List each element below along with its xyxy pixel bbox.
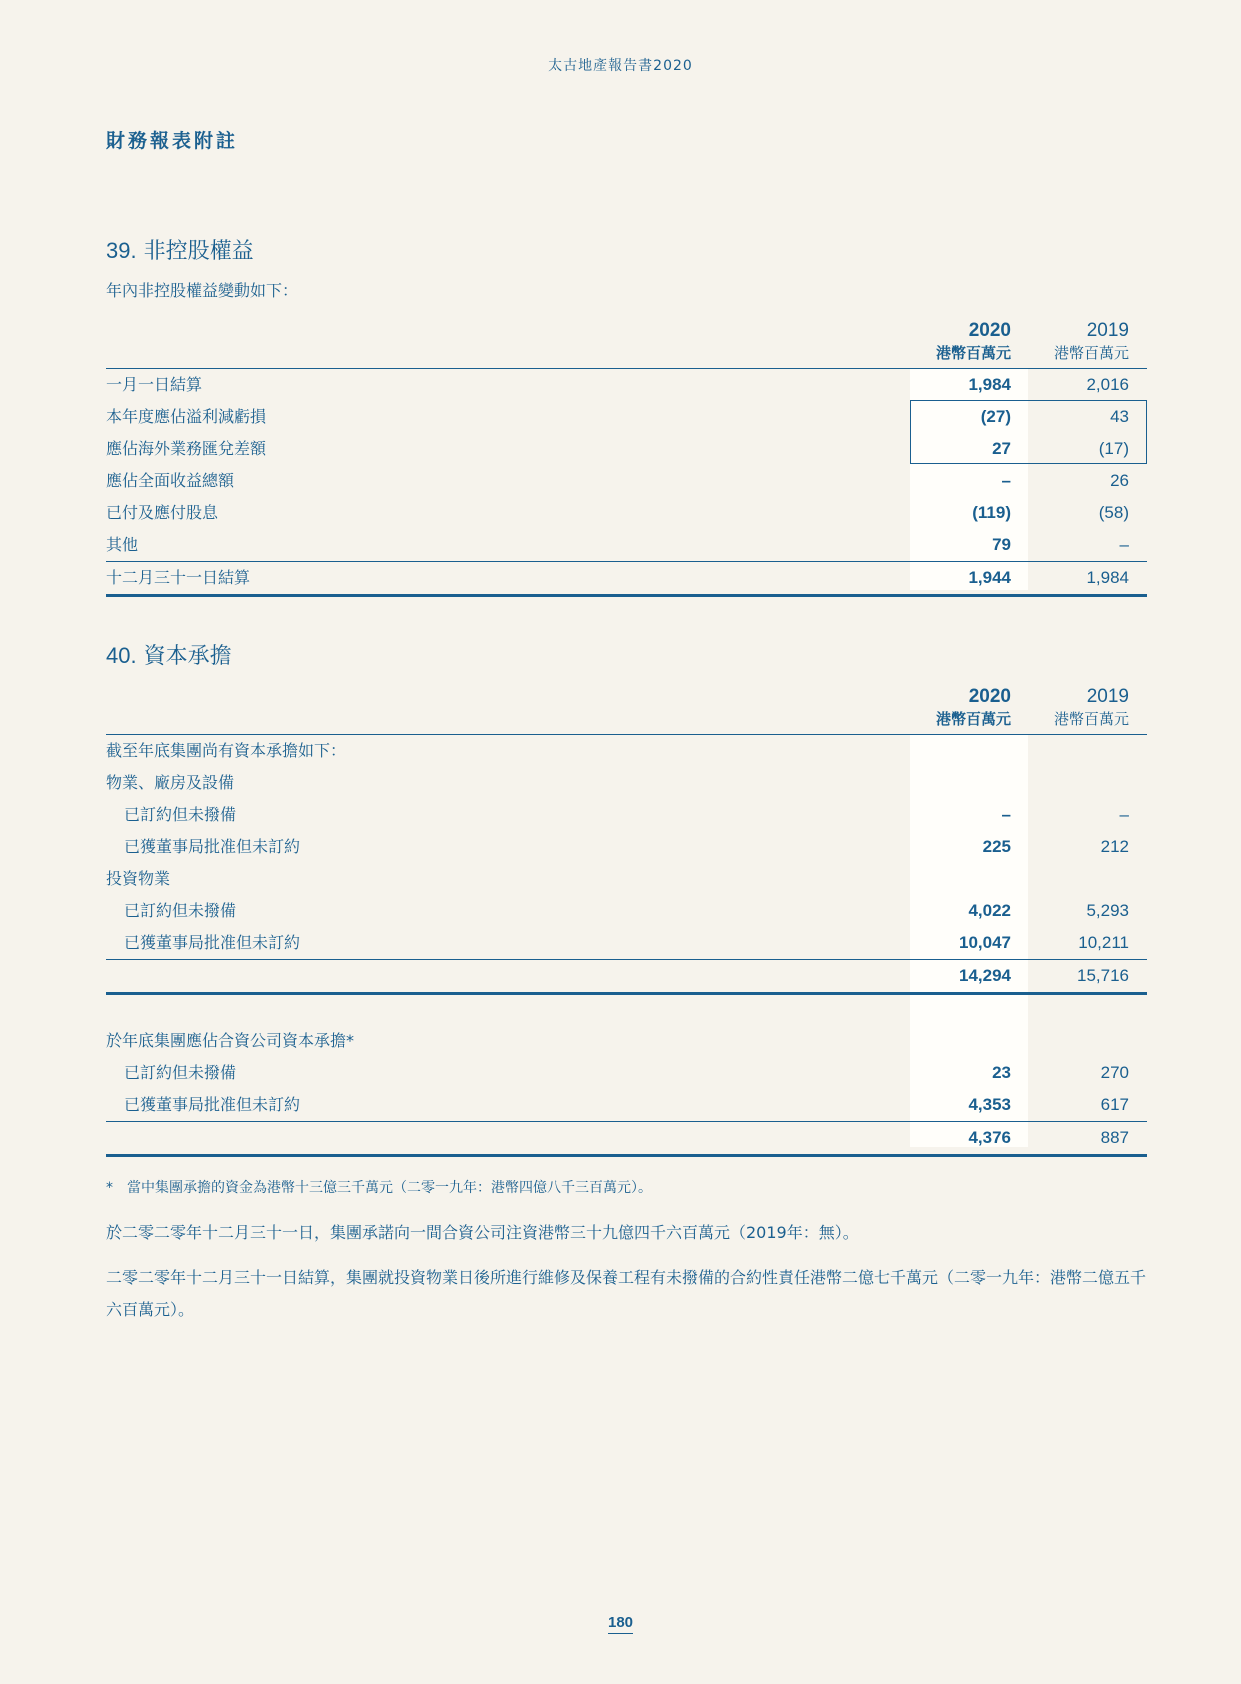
value-2020: 14,294 bbox=[959, 966, 1011, 985]
value-2020: (27) bbox=[980, 407, 1011, 426]
report-header: 太古地產報告書2020 bbox=[548, 58, 693, 74]
col-2020-year: 2020 bbox=[968, 320, 1011, 341]
table-row bbox=[106, 799, 1147, 831]
value-2019: 887 bbox=[1100, 1128, 1129, 1147]
row-label: 已訂約但未撥備 bbox=[124, 1063, 237, 1082]
table-row bbox=[106, 767, 1147, 799]
value-2019: 26 bbox=[1110, 471, 1129, 490]
table-row bbox=[106, 497, 1147, 529]
row-label: 物業、廠房及設備 bbox=[106, 773, 235, 792]
col-2019-year: 2019 bbox=[1086, 686, 1129, 707]
value-2020: – bbox=[1001, 805, 1011, 824]
value-2019: (58) bbox=[1098, 503, 1129, 522]
value-2020: (119) bbox=[972, 503, 1011, 522]
row-label: 本年度應佔溢利減虧損 bbox=[106, 407, 267, 426]
notes-title: 財務報表附註 bbox=[106, 130, 239, 152]
paragraph-maintenance: 二零二零年十二月三十一日結算，集團就投資物業日後所進行維修及保養工程有未撥備的合約性責任港幣二億七千萬元（二零一九年：港幣二億五千六百萬元）。 bbox=[106, 1268, 1147, 1319]
section-40-number: 40. bbox=[106, 643, 137, 668]
section-39-heading: 非控股權益 bbox=[143, 239, 254, 264]
value-2019: 1,984 bbox=[1086, 568, 1129, 587]
value-2020: 23 bbox=[992, 1063, 1011, 1082]
table-row bbox=[106, 369, 1147, 401]
footnote: * 當中集團承擔的資金為港幣十三億三千萬元（二零一九年：港幣四億八千三百萬元）。 bbox=[106, 1180, 652, 1196]
value-2019: 5,293 bbox=[1086, 901, 1129, 920]
value-2020: 27 bbox=[992, 439, 1011, 458]
row-label: 十二月三十一日結算 bbox=[106, 568, 251, 587]
paragraph-commitment: 於二零二零年十二月三十一日，集團承諾向一間合資公司注資港幣三十九億四千六百萬元（2019年：無）。 bbox=[106, 1223, 859, 1242]
page-number bbox=[0, 1614, 1241, 1631]
table-row bbox=[106, 1089, 1147, 1121]
table-row bbox=[106, 433, 1147, 465]
row-label: 截至年底集團尚有資本承擔如下： bbox=[106, 741, 347, 760]
table-row bbox=[106, 1057, 1147, 1089]
value-2019: 212 bbox=[1100, 837, 1129, 856]
row-label: 應佔全面收益總額 bbox=[106, 471, 235, 490]
value-2019: 10,211 bbox=[1078, 933, 1129, 952]
section-39-title bbox=[106, 234, 254, 265]
col-2020-unit: 港幣百萬元 bbox=[935, 710, 1011, 728]
value-2020: 4,353 bbox=[968, 1095, 1011, 1114]
value-2019: 2,016 bbox=[1086, 375, 1129, 394]
row-label: 投資物業 bbox=[106, 869, 171, 888]
table-row bbox=[106, 831, 1147, 863]
spacer-row bbox=[106, 995, 1147, 1025]
row-label: 已獲董事局批准但未訂約 bbox=[124, 837, 301, 856]
col-2019-year: 2019 bbox=[1086, 320, 1129, 341]
table-header bbox=[106, 686, 1147, 735]
value-2019: – bbox=[1119, 805, 1129, 824]
col-2020-unit: 港幣百萬元 bbox=[935, 344, 1011, 362]
value-2019: 43 bbox=[1110, 407, 1129, 426]
capital-commitments-table bbox=[106, 686, 1147, 1157]
value-2020: 79 bbox=[992, 535, 1011, 554]
row-label: 已訂約但未撥備 bbox=[124, 901, 237, 920]
row-label: 已獲董事局批准但未訂約 bbox=[124, 933, 301, 952]
value-2019: (17) bbox=[1098, 439, 1129, 458]
table-row bbox=[106, 735, 1147, 767]
value-2020: 1,944 bbox=[968, 568, 1011, 587]
row-label: 其他 bbox=[106, 535, 139, 554]
total-row bbox=[106, 561, 1147, 597]
section-39-intro: 年內非控股權益變動如下： bbox=[106, 281, 299, 300]
value-2020: 10,047 bbox=[959, 933, 1011, 952]
section-40-heading: 資本承擔 bbox=[143, 644, 232, 669]
value-2020: 4,376 bbox=[968, 1128, 1011, 1147]
value-2020: 1,984 bbox=[968, 375, 1011, 394]
col-2019-unit: 港幣百萬元 bbox=[1053, 710, 1129, 728]
col-2019-unit: 港幣百萬元 bbox=[1053, 344, 1129, 362]
row-label: 已付及應付股息 bbox=[106, 503, 219, 522]
table-row bbox=[106, 1025, 1147, 1057]
value-2020: 225 bbox=[982, 837, 1011, 856]
value-2019: 270 bbox=[1100, 1063, 1129, 1082]
row-label: 已獲董事局批准但未訂約 bbox=[124, 1095, 301, 1114]
subtotal-row bbox=[106, 959, 1147, 995]
value-2020: – bbox=[1001, 471, 1011, 490]
page-number-text: 180 bbox=[608, 1614, 633, 1634]
table-row bbox=[106, 465, 1147, 497]
table-row bbox=[106, 401, 1147, 433]
table-header bbox=[106, 320, 1147, 369]
value-2019: 15,716 bbox=[1077, 966, 1129, 985]
value-2020: 4,022 bbox=[968, 901, 1011, 920]
table-row bbox=[106, 529, 1147, 561]
row-label: 已訂約但未撥備 bbox=[124, 805, 237, 824]
value-2019: 617 bbox=[1100, 1095, 1129, 1114]
value-2019: – bbox=[1119, 535, 1129, 554]
non-controlling-interests-table bbox=[106, 320, 1147, 597]
section-39-number: 39. bbox=[106, 238, 137, 263]
table-row bbox=[106, 927, 1147, 959]
row-label: 於年底集團應佔合資公司資本承擔* bbox=[106, 1031, 355, 1050]
table-row bbox=[106, 863, 1147, 895]
total-row bbox=[106, 1121, 1147, 1157]
table-row bbox=[106, 895, 1147, 927]
row-label: 應佔海外業務匯兌差額 bbox=[106, 439, 267, 458]
col-2020-year: 2020 bbox=[968, 686, 1011, 707]
row-label: 一月一日結算 bbox=[106, 375, 203, 394]
section-40-title bbox=[106, 639, 232, 670]
